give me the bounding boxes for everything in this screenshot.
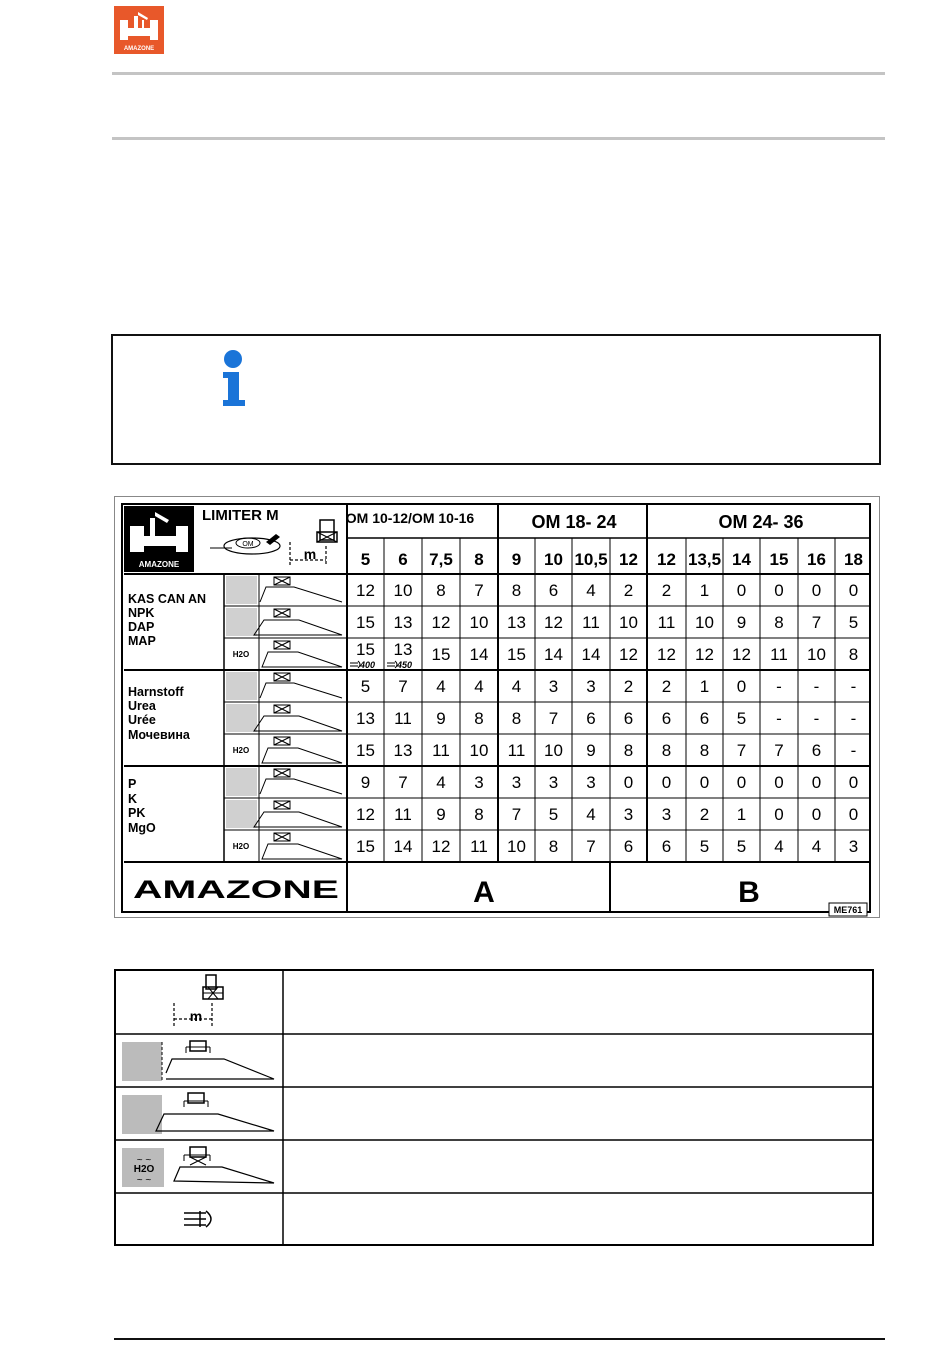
table-cell: 3 <box>511 773 522 792</box>
table-cell: 2 <box>623 581 634 600</box>
fert-label: Мочевина <box>128 728 190 742</box>
table-cell: 7 <box>586 837 596 856</box>
table-cell: 3 <box>548 677 559 696</box>
table-cell: - <box>813 677 820 696</box>
legend-wet-field-icon <box>122 1147 274 1187</box>
row-condition-icon <box>226 576 342 604</box>
footer-label-b: B <box>738 876 760 909</box>
svg-text:OM: OM <box>242 541 254 548</box>
column-header: 9 <box>511 550 522 569</box>
table-cell: 13 <box>393 613 413 632</box>
table-cell: 10 <box>619 613 638 632</box>
table-cell: 0 <box>774 805 784 824</box>
row-condition-icon <box>226 768 342 796</box>
fert-label: KAS CAN AN <box>128 592 207 606</box>
table-cell: 3 <box>661 805 672 824</box>
row-condition-icon <box>226 672 342 700</box>
fertilizer-group-1 <box>128 592 206 648</box>
table-cell: 0 <box>736 581 747 600</box>
table-cell: 8 <box>436 581 446 600</box>
info-icon <box>217 350 249 408</box>
table-cell: 8 <box>661 741 672 760</box>
svg-text:~ ~: ~ ~ <box>136 1155 152 1166</box>
table-cell: 4 <box>586 581 596 600</box>
fertilizer-group-3 <box>128 777 156 835</box>
table-cell: 10 <box>469 741 489 760</box>
row-condition-icon <box>226 800 342 828</box>
table-cell: 0 <box>661 773 672 792</box>
table-cell: - <box>850 709 857 728</box>
table-cell: 13 <box>356 709 375 728</box>
column-header: 13,5 <box>687 550 722 569</box>
table-cell: 0 <box>848 805 859 824</box>
table-cell: 6 <box>699 709 710 728</box>
fert-label: MgO <box>128 821 156 835</box>
table-cell: 12 <box>695 645 714 664</box>
table-cell: 6 <box>548 581 559 600</box>
table-cell: 3 <box>623 805 634 824</box>
svg-text:m: m <box>189 1008 203 1024</box>
table-cell: 5 <box>736 837 747 856</box>
table-cell: 11 <box>582 613 600 632</box>
table-cell: 10 <box>507 837 526 856</box>
column-header: 15 <box>769 550 789 569</box>
column-header: 8 <box>474 550 484 569</box>
column-header: 10,5 <box>574 550 608 569</box>
table-cell: - <box>850 677 857 696</box>
table-cell: 8 <box>623 741 634 760</box>
table-cell: - <box>776 677 782 696</box>
table-cell: 6 <box>661 837 672 856</box>
group-header-3: OM 24- 36 <box>718 512 804 532</box>
table-cell: 0 <box>811 581 822 600</box>
svg-text:H2O: H2O <box>232 650 250 659</box>
table-cell: - <box>776 709 782 728</box>
logo-text: AMAZONE <box>123 46 155 52</box>
amazone-logo <box>114 6 164 54</box>
table-cell: 4 <box>436 773 446 792</box>
table-cell: 5 <box>548 805 559 824</box>
table-cell: 6 <box>661 709 672 728</box>
table-cell: 10 <box>544 741 563 760</box>
table-cell: 5 <box>736 709 747 728</box>
table-cell: 9 <box>736 613 747 632</box>
table-cell: 8 <box>774 613 784 632</box>
column-header: 18 <box>844 550 863 569</box>
fert-label: MAP <box>128 634 156 648</box>
table-cell: 3 <box>548 773 559 792</box>
spreader-diagram <box>210 520 337 566</box>
table-cell: 1 <box>736 805 747 824</box>
table-cell: 4 <box>774 837 784 856</box>
table-cell: 8 <box>848 645 859 664</box>
section-divider <box>112 137 885 140</box>
table-cell: 0 <box>811 805 822 824</box>
fertilizer-group-2 <box>128 685 191 742</box>
svg-text:H2O: H2O <box>232 746 250 755</box>
m-label: m <box>303 546 317 562</box>
table-cell: 15 <box>431 645 451 664</box>
fert-label: P <box>128 777 137 791</box>
table-cell: - <box>813 709 820 728</box>
info-note-box <box>111 334 881 465</box>
table-cell: 2 <box>661 581 672 600</box>
table-cell: 5 <box>848 613 859 632</box>
table-cell: 1 <box>699 677 710 696</box>
table-cell: 11 <box>657 613 676 632</box>
table-cell: 1 <box>699 581 710 600</box>
drawing-code: ME761 <box>833 905 863 915</box>
table-cell: 0 <box>774 773 784 792</box>
row-condition-icon <box>226 704 342 732</box>
row-condition-icon <box>226 608 342 636</box>
table-cell: 11 <box>394 805 412 824</box>
table-cell: 5 <box>699 837 710 856</box>
table-cell: 10 <box>695 613 714 632</box>
table-cell: 11 <box>394 709 412 728</box>
table-cell: 12 <box>431 837 451 856</box>
row-condition-icon <box>226 640 342 668</box>
table-cell: 9 <box>436 709 446 728</box>
header-divider <box>112 72 885 75</box>
fert-label: NPK <box>128 606 155 620</box>
table-cell: 3 <box>848 837 859 856</box>
table-logo-text: AMAZONE <box>138 560 180 569</box>
table-cell: 8 <box>474 709 484 728</box>
column-header: 5 <box>360 550 371 569</box>
row-condition-icon <box>226 736 342 764</box>
table-cell: 9 <box>436 805 446 824</box>
table-cell: 12 <box>356 805 375 824</box>
table-cell: 14 <box>393 837 413 856</box>
table-cell: 9 <box>586 741 596 760</box>
footer-label-a: A <box>473 876 495 909</box>
fert-label: Urée <box>128 713 156 727</box>
table-cell: 9 <box>360 773 371 792</box>
fert-label: K <box>128 792 138 806</box>
fert-label: Harnstoff <box>128 685 184 699</box>
table-cell: 7 <box>474 581 484 600</box>
column-header: 10 <box>544 550 563 569</box>
fert-label: DAP <box>128 620 155 634</box>
table-cell: 13 <box>507 613 526 632</box>
table-cell: 12 <box>732 645 751 664</box>
table-cell: 15 <box>356 741 375 760</box>
table-cell: - <box>850 741 857 760</box>
table-cell: 3 <box>586 677 596 696</box>
table-cell: 3 <box>474 773 484 792</box>
table-cell: 13 <box>393 640 413 659</box>
table-cell: 7 <box>398 773 408 792</box>
table-cell: 4 <box>511 677 522 696</box>
column-header: 12 <box>657 550 676 569</box>
table-cell: 10 <box>469 613 489 632</box>
svg-text:400: 400 <box>360 660 376 670</box>
table-cell: 11 <box>432 741 450 760</box>
table-cell: 15 <box>356 613 375 632</box>
table-cell: 0 <box>774 581 784 600</box>
legend-table <box>114 969 874 1246</box>
table-cell: 0 <box>736 677 747 696</box>
table-cell: 10 <box>807 645 826 664</box>
hose-note-2 <box>387 660 412 670</box>
legend-slope-field-icon <box>122 1093 274 1134</box>
table-cell: 0 <box>848 773 859 792</box>
footer-logo: AMAZONE <box>133 876 339 904</box>
table-cell: 7 <box>811 613 822 632</box>
table-cell: 11 <box>770 645 788 664</box>
svg-text:H2O: H2O <box>133 1164 155 1175</box>
table-cell: 14 <box>581 645 601 664</box>
table-cell: 7 <box>774 741 784 760</box>
table-cell: 3 <box>586 773 596 792</box>
row-condition-icon <box>226 832 342 860</box>
column-header: 7,5 <box>429 550 453 569</box>
table-cell: 0 <box>811 773 822 792</box>
table-cell: 15 <box>356 640 375 659</box>
table-cell: 4 <box>474 677 484 696</box>
column-header: 14 <box>732 550 751 569</box>
column-header: 16 <box>807 550 826 569</box>
column-header: 12 <box>619 550 638 569</box>
table-cell: 12 <box>544 613 563 632</box>
table-cell: 14 <box>544 645 563 664</box>
table-cell: 8 <box>699 741 710 760</box>
svg-text:450: 450 <box>397 660 413 670</box>
group-header-1: OM 10-12/OM 10-16 <box>345 510 475 526</box>
table-cell: 0 <box>623 773 634 792</box>
table-cell: 14 <box>469 645 489 664</box>
table-cell: 13 <box>393 741 413 760</box>
table-cell: 8 <box>511 709 522 728</box>
table-cell: 15 <box>507 645 526 664</box>
table-cell: 11 <box>507 741 526 760</box>
svg-text:~ ~: ~ ~ <box>136 1175 152 1186</box>
table-cell: 8 <box>511 581 522 600</box>
table-cell: 6 <box>586 709 596 728</box>
table-title: LIMITER M <box>202 507 279 524</box>
table-cell: 2 <box>699 805 710 824</box>
table-cell: 4 <box>811 837 822 856</box>
hose-note-1 <box>350 660 375 670</box>
legend-dry-field-icon <box>122 1041 274 1081</box>
table-cell: 6 <box>811 741 822 760</box>
group-header-2: OM 18- 24 <box>531 512 617 532</box>
footer-divider <box>114 1338 885 1340</box>
table-cell: 2 <box>623 677 634 696</box>
table-cell: 4 <box>436 677 446 696</box>
table-cell: 12 <box>619 645 638 664</box>
column-header: 6 <box>398 550 408 569</box>
legend-hose-icon <box>184 1211 211 1227</box>
table-cell: 8 <box>548 837 559 856</box>
table-cell: 11 <box>470 837 488 856</box>
fert-label: Urea <box>128 699 156 713</box>
table-cell: 8 <box>474 805 484 824</box>
table-cell: 10 <box>393 581 413 600</box>
fert-label: PK <box>128 806 146 820</box>
table-cell: 6 <box>623 837 634 856</box>
table-cell: 5 <box>360 677 371 696</box>
table-cell: 6 <box>623 709 634 728</box>
table-cell: 15 <box>356 837 375 856</box>
table-cell: 12 <box>431 613 451 632</box>
limiter-m-setting-table <box>114 496 880 918</box>
table-cell: 7 <box>736 741 747 760</box>
table-cell: 7 <box>398 677 408 696</box>
legend-distance-icon <box>174 975 223 1027</box>
table-cell: 0 <box>699 773 710 792</box>
table-cell: 12 <box>356 581 375 600</box>
table-cell: 7 <box>511 805 522 824</box>
table-cell: 0 <box>848 581 859 600</box>
table-cell: 4 <box>586 805 596 824</box>
table-cell: 7 <box>548 709 559 728</box>
table-cell: 2 <box>661 677 672 696</box>
table-cell: 12 <box>657 645 676 664</box>
table-cell: 0 <box>736 773 747 792</box>
svg-text:H2O: H2O <box>232 842 250 851</box>
